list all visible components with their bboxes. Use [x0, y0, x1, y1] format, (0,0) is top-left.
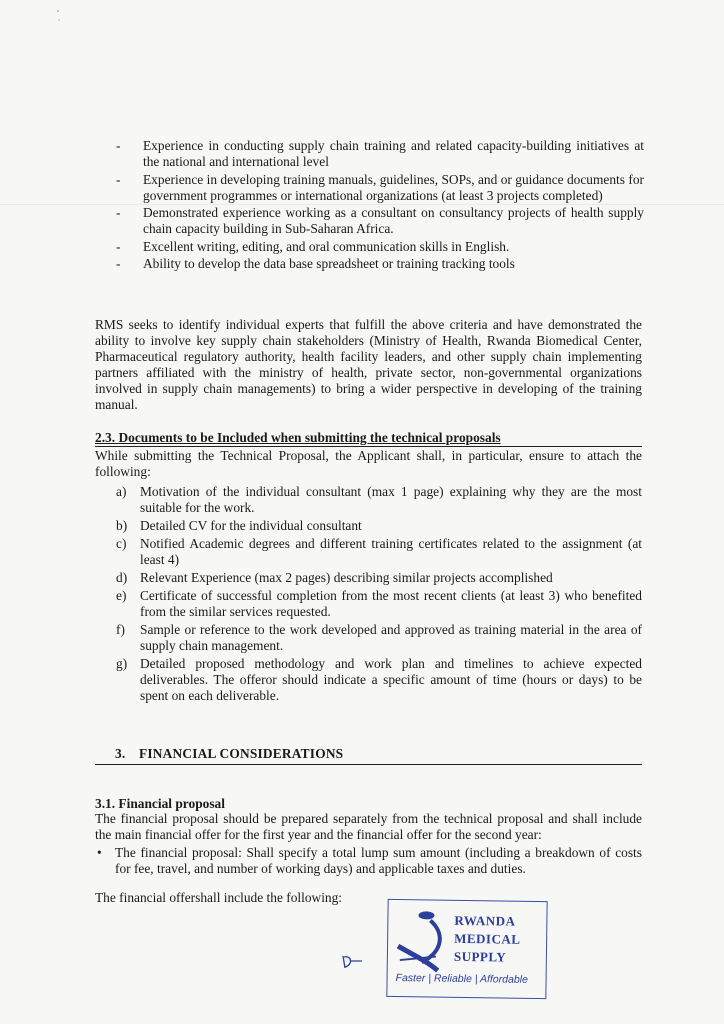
financial-proposal-text: The financial proposal should be prepared separately from the technical proposal and shall include the main financial offer for the first year and the financial offer for the second year:: [95, 811, 642, 842]
list-item: [116, 518, 642, 534]
list-item: [116, 536, 642, 568]
requirement-text: Excellent writing, editing, and oral communication skills in English.: [143, 238, 510, 254]
bullet-dash: -: [116, 205, 121, 220]
list-item: [116, 138, 644, 170]
scan-speck-mark: [56, 8, 66, 24]
item-label: d): [116, 570, 128, 585]
list-item: [116, 570, 642, 586]
item-label: g): [116, 656, 128, 671]
item-label: b): [116, 518, 128, 533]
requirement-text: Experience in conducting supply chain training and related capacity-building initiatives at the national and international level: [143, 138, 644, 169]
handwritten-initials: [340, 952, 368, 972]
financial-offer-closing: The financial offershall include the following:: [95, 890, 343, 905]
list-item: [116, 172, 644, 204]
bullet-dash: -: [116, 238, 121, 254]
bullet-dot: •: [97, 845, 102, 860]
stamp-line-2: MEDICAL: [454, 930, 521, 947]
requirement-text: Experience in developing training manuals, guidelines, SOPs, and or guidance documents for government programmes or international organizations (at least 3 projects completed): [143, 171, 644, 203]
item-label: f): [116, 622, 125, 637]
rms-paragraph: RMS seeks to identify individual experts that fulfill the above criteria and have demonstrated the ability to involve key supply chain stakeholders (Ministry of Health, Rwanda Biomedical Center, Pharmaceutical regulatory authority, health facility leaders, and other supply chain implementing partners affiliated with the ministry of health, private sector, non-governmental organizations involved in supply chain managements) to bring a wider perspective in developing of the training manual.: [95, 317, 642, 412]
list-item: [116, 239, 644, 255]
item-text: Detailed proposed methodology and work plan and timelines to achieve expected deliverables. The offeror should indicate a specific amount of time (hours or days) to be spent on each deliverable.: [140, 656, 642, 703]
list-item: [116, 205, 644, 237]
section-title: FINANCIAL CONSIDERATIONS: [139, 746, 344, 761]
item-label: e): [116, 588, 127, 603]
bullet-dash: -: [116, 171, 121, 187]
list-item: [116, 622, 642, 654]
item-text: Sample or reference to the work developed and approved as training material in the area of supply chain management.: [140, 622, 642, 653]
stamp-tagline: Faster | Reliable | Affordable: [395, 972, 528, 986]
item-text: Motivation of the individual consultant (max 1 page) explaining why they are the most suitable for the work.: [140, 484, 642, 515]
section-number: 2.3.: [95, 430, 116, 445]
list-item: [116, 484, 642, 516]
list-item: [95, 845, 642, 877]
requirement-text: Demonstrated experience working as a consultant on consultancy projects of health supply chain capacity building in Sub-Saharan Africa.: [143, 205, 644, 236]
section-2-3-intro: While submitting the Technical Proposal, the Applicant shall, in particular, ensure to attach the following:: [95, 448, 642, 479]
section-title: Documents to be Included when submitting the technical proposals: [118, 430, 501, 445]
section-number: 3.: [115, 746, 126, 761]
section-3-heading: [115, 745, 515, 762]
heading-rule: [95, 446, 642, 447]
item-text: Certificate of successful completion from the most recent clients (at least 3) who benefited from the similar services requested.: [140, 588, 642, 619]
stamp-line-3: SUPPLY: [453, 948, 507, 965]
heading-rule: [95, 764, 642, 765]
stamp-line-1: RWANDA: [454, 912, 516, 929]
bullet-dash: -: [116, 256, 121, 271]
item-text: Relevant Experience (max 2 pages) describing similar projects accomplished: [140, 570, 553, 585]
stamp-logo-icon: [392, 906, 453, 975]
item-text: Detailed CV for the individual consultant: [140, 518, 362, 533]
item-text: Notified Academic degrees and different training certificates related to the assignment (at least 4): [140, 536, 642, 567]
bullet-text: The financial proposal: Shall specify a total lump sum amount (including a breakdown of costs for fee, travel, and number of working days) and applicable taxes and duties.: [115, 845, 642, 876]
list-item: [116, 256, 644, 272]
list-item: [116, 656, 642, 704]
financial-bullet-list: [95, 845, 642, 877]
section-2-3-heading: [95, 429, 642, 446]
requirement-text: Ability to develop the data base spreadsheet or training tracking tools: [143, 256, 515, 271]
requirements-list: [116, 138, 644, 274]
item-label: c): [116, 536, 127, 551]
company-stamp: [386, 899, 547, 999]
section-3-1-heading: 3.1. Financial proposal: [95, 796, 225, 811]
documents-list: [116, 484, 642, 706]
list-item: [116, 588, 642, 620]
item-label: a): [116, 484, 127, 499]
bullet-dash: -: [116, 138, 121, 153]
